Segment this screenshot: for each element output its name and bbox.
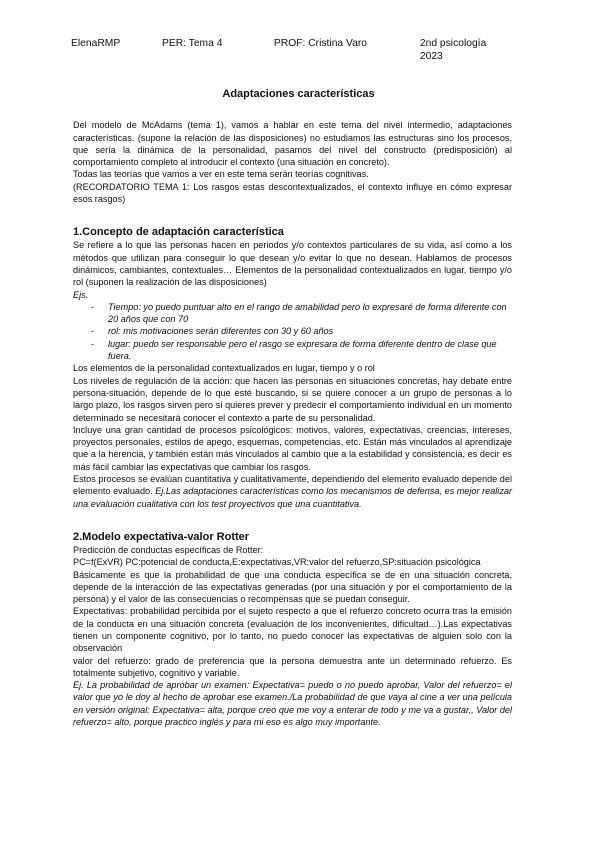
examples-label: Ejs. [73,289,89,300]
section-heading: 2.Modelo expectativa-valor Rotter [73,530,250,543]
evaluation-text: Estos procesos se evalúan cuantitativa y cualitativamente, dependiendo del elemento evaluado depende del elemento evaluado. [73,474,512,497]
list-item: - rol: mis motivaciones serán diferentes con 30 y 60 años [108,325,512,337]
section1-paragraph: Los niveles de regulación de la acción: que hacen las personas en situaciones concretas, hay debate entre persona-situación, depende de lo que esté buscando, si se quiere conocer a un grupo de personas a lo largo plazo, los rasgos sirven pero si quieres prever y predecir el comportamiento individual en un momento determinado se necesitará conocer el contexto a parte de su personalidad. [73,375,512,423]
section2-example: Ej. La probabilidad de aprobar un examen: Expectativa= puedo o no puedo aprobar, Valor del refuerzo= el valor que yo le doy al hecho de aprobar ese examen./La probabilidad de que vaya al cine a ver una película en versión original: Expectativa= alta, porque creo que me voy a enterar de todo y me va a gustar,, Valor del refuerzo= alto, porque practico inglés y para mi eso es algo muy importante. [73,680,512,728]
section1-paragraph: Incluye una gran cantidad de procesos psicológicos: motivos, valores, expectativas, creencias, intereses, proyectos personales, estilos de apego, esquemas, competencias, etc. Están más vinculados al aprendizaje que a la herencia, y también están más vinculados al cambio que a la estabilidad y consistencia, es decir es más fácil cambiar las expectativas que cambiar los rasgos. [73,424,512,472]
section2-paragraph: Expectativas: probabilidad percibida por el sujeto respecto a que el refuerzo concreto ocurra tras la emisión de la conducta en una situación concreta (evaluación de los inconvenientes, dificultad…).Las expectativas tienen un componente cognitivo, por lo tanto, no puedo conocer las expectativas de alguien solo con la observación [73,606,512,654]
professor-label: PROF: Cristina Varo [273,38,367,49]
list-item: - lugar: puedo ser responsable pero el rasgo se expresara de forma diferente dentro de clase que fuera. [108,338,512,363]
page-header [71,37,512,63]
section1-paragraph [73,473,512,510]
intro-paragraph: Todas las teorías que vamos a ver en este tema serán teorías cognitivas. [73,169,369,180]
document-title: Adaptaciones características [222,88,375,100]
author-name: ElenaRMP [71,38,121,49]
examples-list [73,301,512,362]
section2-paragraph: valor del refuerzo: grado de preferencia que la persona demuestra ante un determinado refuerzo. Es totalmente subjetivo, cognitivo y variable. [73,655,512,678]
topic-label: PER: Tema 4 [161,38,223,49]
section-heading: 1.Concepto de adaptación característica [73,226,284,239]
section1-paragraph: Los elementos de la personalidad contextualizados en lugar, tiempo y o rol [73,363,375,374]
formula-paragraph: PC=f(ExVR) PC:potencial de conducta,E:expectativas,VR:valor del refuerzo,SP:situación psicológica [73,557,481,568]
evaluation-example: Ej.Las adaptaciones características como los mecanismos de defensa, es mejor realizar una evaluación cualitativa con los test proyectivos que una cuantitativa. [73,486,512,509]
section1-paragraph: Se refiere a lo que las personas hacen en periodos y/o contextos particulares de su vida, así como a los métodos que utilizan para conseguir lo que desean y/o evitar lo que no desean. Hablamos de procesos dinámicos, cambiantes, contextuales… Elementos de la personalidad contextualizados en lugar, tiempo y/o rol (suponen la realización de las disposiciones) [73,240,512,288]
list-item: - Tiempo: yo puedo puntuar alto en el rango de amabilidad pero lo expresaré de forma diferente con 20 años que con 70 [108,301,512,326]
intro-reminder: (RECORDATORIO TEMA 1: Los rasgos estas descontextualizados, el contexto influye en cómo expresar esos rasgos) [73,181,512,205]
section2-paragraph: Predicción de conductas específicas de Rotter: [73,544,264,555]
course-label: 2nd psicología 2023 [419,38,487,62]
section2-paragraph: Básicamente es que la probabilidad de que una conducta específica se de en una situación concreta, depende de la interacción de las expectativas generadas (por una situación y por el comportamiento de la persona) y el valor de las consecuencias o recompensas que se puedan conseguir. [73,569,512,605]
intro-paragraph: Del modelo de McAdams (tema 1), vamos a hablar en este tema del nivel intermedio, adaptaciones características. (supone la relación de las disposiciones) no estudiamos las estructuras sino los procesos, que sería la dinámica de la personalidad, pasamos del nivel del constructo (predisposición) al comportamiento completo al introducir el contexto (una situación en concreto). [73,120,512,168]
